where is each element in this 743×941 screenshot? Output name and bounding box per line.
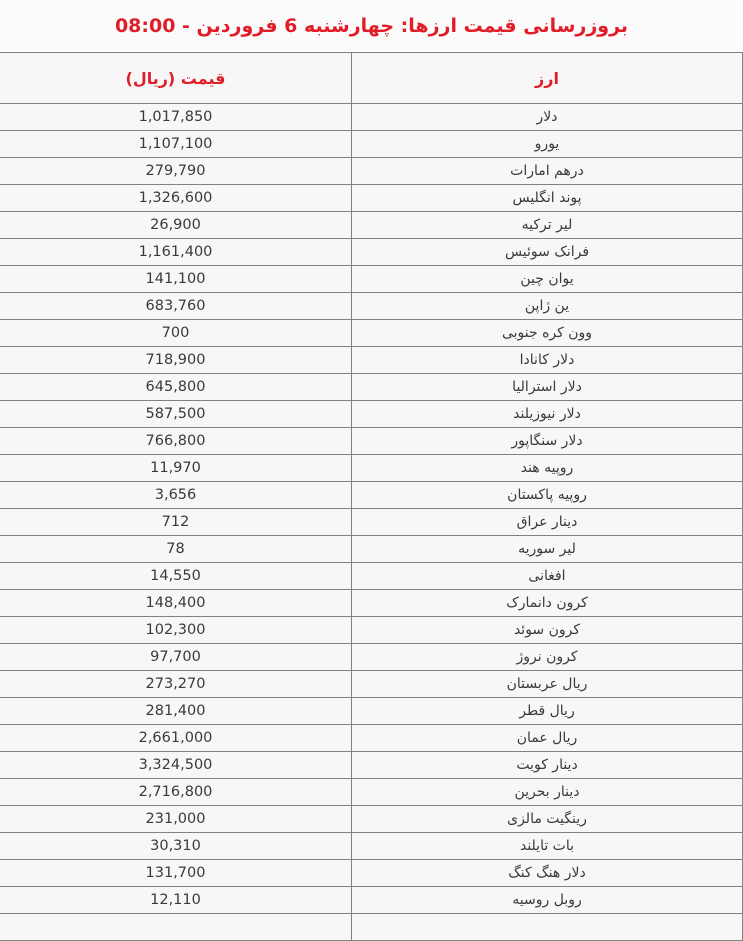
table-row <box>0 644 743 671</box>
currency-price-cell: 3,656 <box>0 482 352 509</box>
currency-price-cell: 102,300 <box>0 617 352 644</box>
table-row <box>0 131 743 158</box>
table-row <box>0 320 743 347</box>
currency-name-cell: دینار بحرین <box>352 779 743 806</box>
currency-name-cell: دینار عراق <box>352 509 743 536</box>
currency-price-cell: 14,550 <box>0 563 352 590</box>
table-row <box>0 833 743 860</box>
currency-name-cell: لیر ترکیه <box>352 212 743 239</box>
currency-price-cell: 700 <box>0 320 352 347</box>
currency-price-cell: 712 <box>0 509 352 536</box>
table-row <box>0 239 743 266</box>
table-row <box>0 509 743 536</box>
currency-price-cell: 683,760 <box>0 293 352 320</box>
currency-name-cell: وون کره جنوبی <box>352 320 743 347</box>
currency-name-cell: روپیه پاکستان <box>352 482 743 509</box>
currency-price-cell: 11,970 <box>0 455 352 482</box>
table-row <box>0 104 743 131</box>
table-row <box>0 185 743 212</box>
table-row <box>0 779 743 806</box>
table-row <box>0 347 743 374</box>
currency-name-cell: پوند انگلیس <box>352 185 743 212</box>
table-row <box>0 401 743 428</box>
currency-price-cell: 141,100 <box>0 266 352 293</box>
currency-price-cell: 718,900 <box>0 347 352 374</box>
currency-name-cell: درهم امارات <box>352 158 743 185</box>
table-row <box>0 752 743 779</box>
table-row <box>0 860 743 887</box>
table-row <box>0 536 743 563</box>
currency-name-cell: ریال قطر <box>352 698 743 725</box>
currency-name-cell: رینگیت مالزی <box>352 806 743 833</box>
currency-price-cell: 645,800 <box>0 374 352 401</box>
table-header-row <box>0 53 743 104</box>
table-row <box>0 887 743 914</box>
table-row <box>0 374 743 401</box>
currency-price-cell: 231,000 <box>0 806 352 833</box>
currency-name-cell: دلار هنگ کنگ <box>352 860 743 887</box>
currency-name-cell: افغانی <box>352 563 743 590</box>
currency-price-cell: 279,790 <box>0 158 352 185</box>
currency-price-cell: 12,110 <box>0 887 352 914</box>
currency-price-cell: 281,400 <box>0 698 352 725</box>
table-body <box>0 104 743 941</box>
currency-rates-table <box>0 52 743 941</box>
table-row <box>0 617 743 644</box>
currency-price-cell: 97,700 <box>0 644 352 671</box>
currency-price-cell: 78 <box>0 536 352 563</box>
currency-name-cell: روبل روسیه <box>352 887 743 914</box>
currency-price-cell: 1,017,850 <box>0 104 352 131</box>
currency-name-cell: کرون سوئد <box>352 617 743 644</box>
currency-name-cell: بات تایلند <box>352 833 743 860</box>
currency-price-cell: 30,310 <box>0 833 352 860</box>
currency-name-cell: ین ژاپن <box>352 293 743 320</box>
table-row <box>0 725 743 752</box>
table-row <box>0 671 743 698</box>
currency-price-cell: 3,324,500 <box>0 752 352 779</box>
table-row <box>0 806 743 833</box>
currency-price-cell: 1,107,100 <box>0 131 352 158</box>
currency-name-cell: دینار کویت <box>352 752 743 779</box>
currency-price-cell: 273,270 <box>0 671 352 698</box>
table-row <box>0 428 743 455</box>
currency-name-cell: دلار استرالیا <box>352 374 743 401</box>
currency-price-cell: 2,716,800 <box>0 779 352 806</box>
table-row <box>0 266 743 293</box>
currency-name-cell: لیر سوریه <box>352 536 743 563</box>
currency-name-cell: دلار سنگاپور <box>352 428 743 455</box>
currency-price-cell: 2,661,000 <box>0 725 352 752</box>
table-row <box>0 482 743 509</box>
table-row <box>0 455 743 482</box>
table-row <box>0 158 743 185</box>
column-header-currency: ارز <box>352 53 743 104</box>
currency-price-cell: 1,326,600 <box>0 185 352 212</box>
table-row <box>0 698 743 725</box>
currency-name-cell: روپیه هند <box>352 455 743 482</box>
currency-name-cell: دلار نیوزیلند <box>352 401 743 428</box>
table-row <box>0 293 743 320</box>
table-header <box>0 53 743 104</box>
currency-name-cell: فرانک سوئیس <box>352 239 743 266</box>
currency-name-cell: ریال عمان <box>352 725 743 752</box>
currency-name-cell: یورو <box>352 131 743 158</box>
table-row <box>0 590 743 617</box>
currency-price-cell: 1,161,400 <box>0 239 352 266</box>
currency-name-cell: یوان چین <box>352 266 743 293</box>
currency-name-cell: دلار کانادا <box>352 347 743 374</box>
currency-price-cell: 148,400 <box>0 590 352 617</box>
currency-name-cell: ریال عربستان <box>352 671 743 698</box>
page-title: بروزرسانی قیمت ارزها: چهارشنبه 6 فروردین - 08:00 <box>0 0 743 52</box>
currency-price-cell: 26,900 <box>0 212 352 239</box>
currency-name-cell: کرون نروژ <box>352 644 743 671</box>
currency-name-cell: دلار <box>352 104 743 131</box>
currency-price-cell: 587,500 <box>0 401 352 428</box>
table-row <box>0 212 743 239</box>
table-row <box>0 563 743 590</box>
currency-name-cell: کرون دانمارک <box>352 590 743 617</box>
currency-price-cell: 131,700 <box>0 860 352 887</box>
currency-price-cell: 766,800 <box>0 428 352 455</box>
column-header-price: قیمت (ریال) <box>0 53 352 104</box>
